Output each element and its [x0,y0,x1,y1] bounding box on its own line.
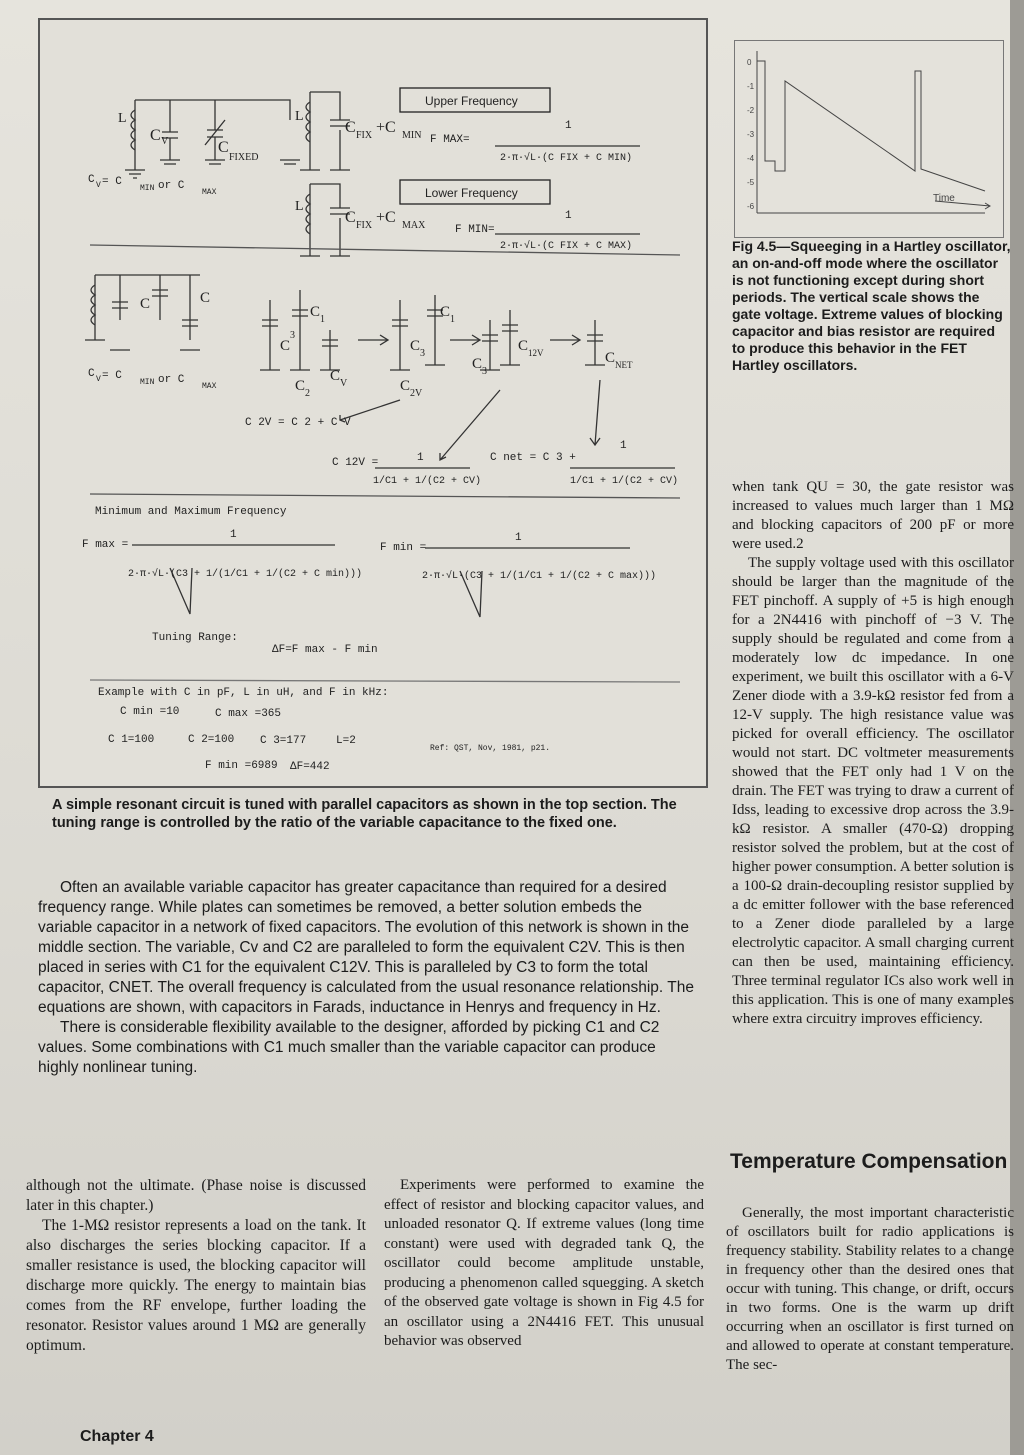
inductor-label-lower: L [295,199,304,214]
fig-4-5-plot [734,40,1004,238]
c3-value: C 3=177 [260,735,307,747]
c12v-equation: C 12V = [332,457,379,469]
cv-sub-label: V [161,136,169,147]
cv-eq2-c: C [88,368,95,380]
mid-c3-label: C [280,338,291,354]
left-paragraph-2: The 1-MΩ resistor represents a load on the tank. It also discharges the series blocking capacitor. If a smaller resistance is used, the blocking capacitor will discharge more quickly. The energy to maintain bias comes from the RF envelope, further loading the resonator. Resistor values around 1 MΩ are generally optimum. [26,1217,366,1354]
tuning-range-label: Tuning Range: [152,632,238,644]
c12v-denominator: 1/C1 + 1/(C2 + CV) [373,476,482,487]
figure-caption: A simple resonant circuit is tuned with parallel capacitors as shown in the top section. The tuning range is controlled by the ratio of the variable capacitance to the fixed one. [52,797,677,831]
mid-cv-sub: V [340,378,348,389]
fmax-label: F MAX= [430,134,470,146]
fmax-numerator: 1 [565,120,572,132]
mid-c12v-label: C [518,338,529,354]
mid-cnet-label: C [605,350,616,366]
mid-c3c-label: C [472,356,483,372]
mid-c1c-sub: 1 [320,314,325,325]
cfix-max-label: C [345,209,356,226]
fmin-value: F min =6989 [205,760,278,772]
sidebar-paragraph-2: There is considerable flexibility available to the designer, afforded by picking C1 and C2 values. Some combinations with C1 much smaller than the variable capacitor can produce highly nonlinear tuning. [38,1019,660,1076]
right-column-text [732,478,1014,1029]
c2-value: C 2=100 [188,734,235,746]
inductor-label-upper: L [295,109,304,124]
mid-c3b-sub: 3 [420,348,425,359]
cv-eq-min: MIN [140,184,155,193]
c2v-equation: C 2V = C 2 + C V [245,417,351,429]
gate-voltage-plot [735,41,1003,237]
cv-eq-c: C [88,174,95,186]
mid-c2v-sub: 2V [410,388,423,399]
cv-eq2-sub: V [96,375,101,384]
cfix-plus2-label: +C [376,209,396,226]
mid-c3-sub: 3 [290,330,295,341]
fmin-label: F MIN= [455,224,495,236]
sidebar-paragraph-1: Often an available variable capacitor has greater capacitance than required for a desired frequency range. While plates can sometimes be removed, a better solution embeds the variable capacitor in a network of fixed capacitors. The evolution of this network is shown in the middle section. The variable, Cv and C2 are paralleled to form the equivalent C2V. This is then placed in series with C1 for the equivalent C12V. This is paralleled by C3 to form the total capacitor, CNET. The overall frequency is calculated from the usual resonance relationship. The equations are shown, with capacitors in Farads, inductance in Henrys and frequency in Hz. [38,879,694,1016]
tick-5: -5 [747,178,755,187]
delta-f-value: ΔF=442 [290,761,330,773]
right-paragraph-1: when tank QU = 30, the gate resistor was increased to values much larger than 1 MΩ and blocking capacitors of 200 pF or more were used.2 [732,479,1014,552]
mid-c3c-sub: 3 [482,366,487,377]
fmax-full-label: F max = [82,539,129,551]
upper-frequency-box: Upper Frequency [425,94,518,108]
mid-c1d-label: C [440,304,451,320]
middle-column-text [384,1176,704,1352]
cfixed-sub-label: FIXED [229,152,259,163]
tick-4: -4 [747,154,755,163]
fmin-numerator: 1 [565,210,572,222]
cv-eq2-or: or C [158,374,185,386]
resonant-circuit-figure [38,18,708,788]
fig-4-5-caption: Fig 4.5—Squeeging in a Hartley oscillator, an on-and-off mode where the oscillator is not functioning except during short periods. The vertical scale shows the gate voltage. Extreme values of blocking capacitor and bias resistor are required to produce this behavior in the FET Hartley oscillators. [732,238,1011,373]
cv-eq-or: or C [158,180,185,192]
example-title: Example with C in pF, L in uH, and F in kHz: [98,687,389,699]
cfix-min-label: C [345,119,356,136]
tick-1: -1 [747,82,755,91]
left-paragraph-1: although not the ultimate. (Phase noise is discussed later in this chapter.) [26,1177,366,1214]
mid-c3b-label: C [410,338,421,354]
fmax-full-numerator: 1 [230,529,237,541]
figure-drawing [40,20,706,786]
temperature-paragraph: Generally, the most important characteristic of oscillators built for radio applications is frequency stability. Stability relates to a change in frequency other than the desired ones that occur with tuning. This change, or drift, occurs in two forms. One is the warm up drift occurring when an oscillator is first turned on and allowed to operate at constant temperature. The sec- [726,1205,1014,1373]
c1-value: C 1=100 [108,734,155,746]
cmax-value: C max =365 [215,708,282,720]
cfix-sub2-label: FIX [356,220,373,231]
cv-eq-sub: V [96,181,101,190]
l-value: L=2 [336,735,356,747]
fmin-full-numerator: 1 [515,532,522,544]
mid-cv-label: C [330,368,341,384]
inductor-label: L [118,111,127,126]
cfixed-label: C [218,139,229,156]
cv-eq2-min: MIN [140,378,155,387]
sidebar-text [38,878,700,1078]
section-heading: Temperature Compensation [730,1150,1008,1173]
fmax-full-denominator: 2·π·√L·(C3 + 1/(1/C1 + 1/(C2 + C min))) [128,569,363,580]
temperature-text [726,1204,1014,1375]
fmin-denominator: 2·π·√L·(C FIX + C MAX) [500,241,633,252]
cv-eq-max: MAX [202,188,217,197]
mid-c2-sub: 2 [305,388,310,399]
tick-3: -3 [747,130,755,139]
cv-eq2-max: MAX [202,382,217,391]
cmin-value: C min =10 [120,706,180,718]
c12v-numerator: 1 [417,452,424,464]
cmin-sub-label: MIN [402,130,422,141]
mid-c2-label: C [295,378,306,394]
middle-paragraph: Experiments were performed to examine the effect of resistor and blocking capacitor values, and unloaded resonator Q. If extreme values (long time constant) were used with degraded tank Q, the oscillator could become amplitude unstable, producing a phenomenon called squegging. A sketch of the observed gate voltage is shown in Fig 4.5 for an oscillator using a 2N4416 FET. This unusual behavior was observed [384,1177,704,1349]
mid-c2v-label: C [400,378,411,394]
mid-c1c-label: C [310,304,321,320]
mid-c12v-sub: 12V [528,348,544,358]
fmin-full-denominator: 2·π·√L·(C3 + 1/(1/C1 + 1/(C2 + C max))) [422,571,657,582]
fmin-full-label: F min = [380,542,427,554]
tuning-range-equation: ΔF=F max - F min [272,644,378,656]
left-column-text [26,1176,366,1356]
lower-frequency-box: Lower Frequency [425,186,518,200]
reference-text: Ref: QST, Nov, 1981, p21. [430,744,551,753]
tick-2: -2 [747,106,755,115]
cv-label: C [150,127,161,144]
cmax-sub-label: MAX [402,220,426,231]
cv-eq2-rest: = C [102,370,122,382]
mid-cnet-sub: NET [615,360,633,370]
min-max-title: Minimum and Maximum Frequency [95,506,287,518]
cnet-denominator: 1/C1 + 1/(C2 + CV) [570,476,679,487]
mid-c1-label: C [140,296,151,312]
chapter-footer: Chapter 4 [80,1428,154,1445]
mid-c1d-sub: 1 [450,314,455,325]
right-paragraph-2: The supply voltage used with this oscillator should be larger than the magnitude of the FET pinchoff. A supply of +5 is high enough for a 2N4416 with pinchoff of −3 V. The supply should be regulated and come from a moderately low dc impedance. In one experiment, we built this oscillator with a 6-V Zener diode with a 3.9-kΩ resistor fed from a 12-V supply. The high resistance value was picked for overall efficiency. The oscillator would not start. DC voltmeter measurements showed that the FET only had 1 V on the drain. The FET was trying to draw a current of Idss, leading to excessive drop across the 3.9-kΩ resistor. A smaller (470-Ω) dropping resistor solved the problem, but at the cost of higher power consumption. A better solution is a 100-Ω drain-decoupling resistor supplied by a dc emitter follower with the base referenced to a Zener diode paralleled by a large electrolytic capacitor. A small charging current can then be used, maintaining efficiency. Three terminal regulator ICs also work well in this application. This is one of many examples where extra circuitry improves efficiency. [732,555,1014,1027]
cnet-numerator: 1 [620,440,627,452]
cfix-plus-label: +C [376,119,396,136]
tick-0: 0 [747,58,752,67]
cv-eq-rest: = C [102,176,122,188]
mid-c1b-label: C [200,290,211,306]
fmax-denominator: 2·π·√L·(C FIX + C MIN) [500,153,633,164]
tick-6: -6 [747,202,755,211]
cnet-equation: C net = C 3 + [490,452,576,464]
time-axis-label: Time [933,193,955,204]
cfix-sub-label: FIX [356,130,373,141]
